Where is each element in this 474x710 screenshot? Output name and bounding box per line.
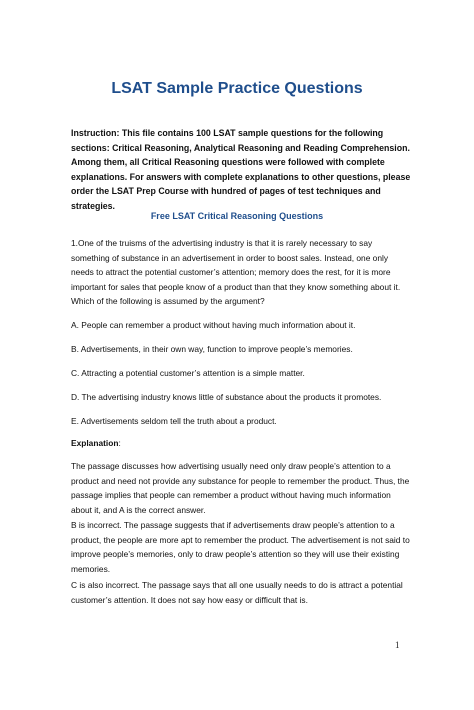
explanation-paragraph-1: The passage discusses how advertising usually need only draw people’s attention to a product and need not provide any substance for people to remember the product. Thus, the passage implies that people can remember a product without having much information about it, and A is the correct answer. (71, 461, 410, 515)
question-prompt: Which of the following is assumed by the argument? (71, 296, 265, 306)
page-number: 1 (395, 640, 400, 650)
page-title: LSAT Sample Practice Questions (111, 80, 363, 97)
answer-option-b: B. Advertisements, in their own way, function to improve people’s memories. (71, 344, 353, 354)
explanation-colon: : (118, 438, 121, 448)
section-heading: Free LSAT Critical Reasoning Questions (150, 211, 324, 221)
instruction-paragraph: Instruction: This file contains 100 LSAT sample questions for the following sections: Critical Reasoning, Analytical Reasoning and Reading Comprehension. Among them, all Critical Reasoning questions were followed with complete explanations. For answers with complete explanations to other questions, please order the LSAT Prep Course with hundred of pages of test techniques and strategies. (71, 128, 411, 211)
answer-option-d: D. The advertising industry knows little of substance about the products it promotes. (71, 392, 382, 402)
answer-option-a: A. People can remember a product without having much information about it. (71, 320, 356, 330)
answer-option-e: E. Advertisements seldom tell the truth about a product. (71, 416, 277, 426)
explanation-paragraph-3: C is also incorrect. The passage says that all one usually needs to do is attract a potential customer’s attention. It does not say how easy or difficult that is. (71, 580, 403, 605)
explanation-paragraph-2: B is incorrect. The passage suggests that if advertisements draw people’s attention to a product, the people are more apt to remember the product. The advertisement is not said to improve people’s memories, only to draw people’s attention so they will use their existing memories. (71, 520, 410, 574)
question-stem: 1.One of the truisms of the advertising industry is that it is rarely necessary to say something of substance in an advertisement in order to boost sales. Instead, one only needs to attract the potential customer’s attention; memory does the rest, for it is more important for sales that people know of a product than that they know something about it. (71, 238, 401, 292)
answer-option-c: C. Attracting a potential customer’s attention is a simple matter. (71, 368, 305, 378)
explanation-label: Explanation (71, 438, 119, 448)
explanation-heading (71, 436, 411, 451)
